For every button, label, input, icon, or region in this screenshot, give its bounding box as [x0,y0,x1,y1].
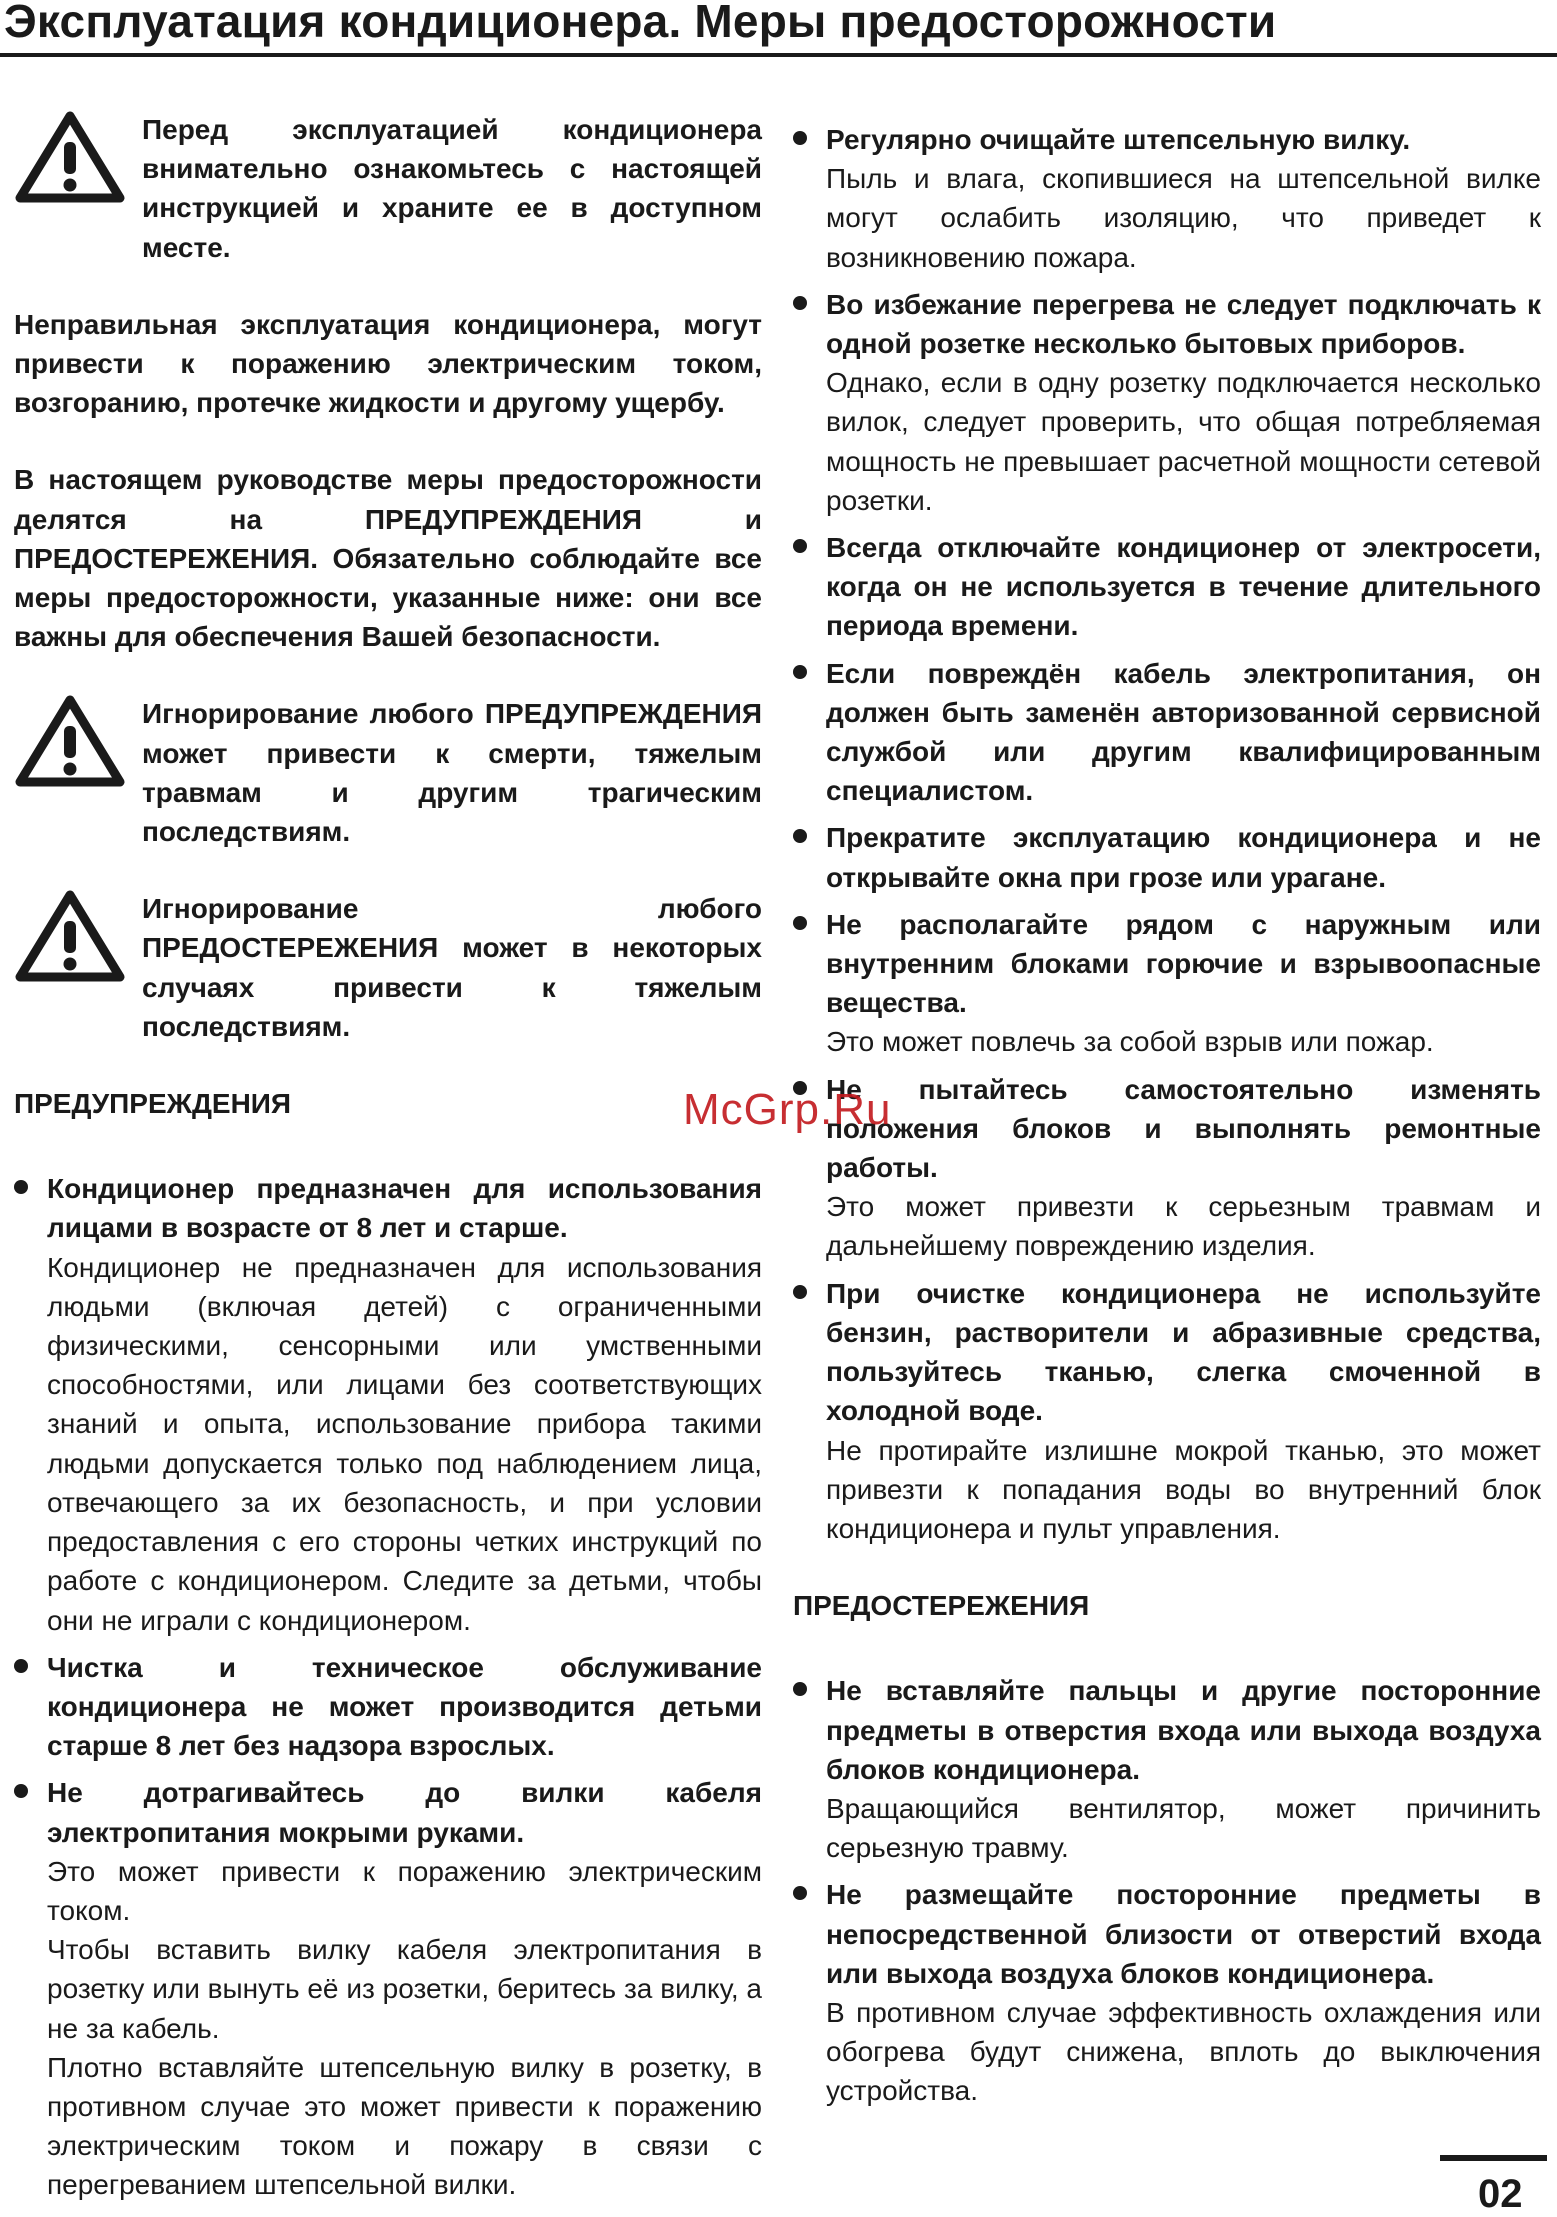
list-item-title: Не размещайте посторонние предметы в непосредственной близости от отверстий входа или выхода воздуха блоков кондиционера. [826,1879,1541,1989]
intro-warning-block [14,110,762,267]
list-item [793,1671,1541,1867]
list-item-text: В противном случае эффективность охлаждения или обогрева будут снижена, вплоть до выключения устройства. [826,1996,1541,2107]
list-item-title: Кондиционер предназначен для использования лицами в возрасте от 8 лет и старше. [47,1173,762,1244]
list-item [14,1648,762,1766]
bullet-icon [793,1285,807,1299]
caution-notice-block [14,889,762,1046]
list-item-title: При очистке кондиционера не используйте бензин, растворители и абразивные средства, пользуйтесь тканью, слегка смоченной в холодной воде. [826,1277,1541,1427]
list-item [793,1274,1541,1548]
bullet-icon [14,1180,28,1194]
bullet-icon [793,829,807,843]
list-item [14,1773,762,2204]
cautions-list [793,1671,1541,2110]
list-item [14,1169,762,1639]
intro-paragraph-2: В настоящем руководстве меры предосторожности делятся на ПРЕДУПРЕЖДЕНИЯ и ПРЕДОСТЕРЕЖЕНИЯ. Обязательно соблюдайте все меры предосторожности, указанные ниже: они все важны для обеспечения Вашей безопасности. [14,464,762,653]
bullet-icon [793,665,807,679]
list-item [793,285,1541,520]
bullet-icon [793,1682,807,1696]
list-item [793,120,1541,277]
warnings-list-right [793,120,1541,1548]
list-item-title: Прекратите эксплуатацию кондиционера и не открывайте окна при грозе или урагане. [826,822,1541,893]
list-item-text: Однако, если в одну розетку подключается несколько вилок, следует проверить, что общая потребляемая мощность не превышает расчетной мощности сетевой розетки. [826,367,1541,516]
page-number: 02 [1478,2172,1523,2216]
warning-triangle-icon [14,694,130,790]
warnings-heading: ПРЕДУПРЕЖДЕНИЯ [14,1088,292,1120]
watermark: McGrp.Ru [683,1085,892,1134]
bullet-icon [793,1886,807,1900]
warnings-list-left [14,1169,762,2204]
page-title: Эксплуатация кондиционера. Меры предосторожности [4,0,1277,47]
intro-paragraph-1: Неправильная эксплуатация кондиционера, могут привести к поражению электрическим током, возгоранию, протечке жидкости и другому ущербу. [14,308,762,419]
list-item [793,654,1541,811]
list-item-title: Во избежание перегрева не следует подключать к одной розетке несколько бытовых приборов. [826,288,1541,360]
list-item-title: Всегда отключайте кондиционер от электросети, когда он не используется в течение длительного периода времени. [826,532,1541,642]
cautions-heading: ПРЕДОСТЕРЕЖЕНИЯ [793,1590,1090,1622]
list-item-text: Это может привезти к серьезным травмам и дальнейшему повреждению изделия. [826,1191,1541,1262]
list-item [793,818,1541,896]
intro-warning-text: Перед эксплуатацией кондиционера внимательно ознакомьтесь с настоящей инструкцией и храните ее в доступном месте. [142,114,762,263]
list-item-title: Регулярно очищайте штепсельную вилку. [826,124,1411,155]
right-column [793,110,1541,2111]
list-item-title: Не вставляйте пальцы и другие посторонние предметы в отверстия входа или выхода воздуха блоков кондиционера. [826,1675,1541,1785]
list-item-title: Не пытайтесь самостоятельно изменять положения блоков и выполнять ремонтные работы. [826,1073,1541,1184]
warning-triangle-icon [14,889,130,985]
bullet-icon [14,1784,28,1798]
list-item-text: Чтобы вставить вилку кабеля электропитания в розетку или вынуть её из розетки, беритесь за вилку, а не за кабель. [47,1934,762,2044]
list-item-text: Вращающийся вентилятор, может причинить серьезную травму. [826,1792,1541,1864]
caution-notice-text: Игнорирование любого ПРЕДОСТЕРЕЖЕНИЯ может в некоторых случаях привести к тяжелым последствиям. [142,893,762,1042]
list-item-text: Плотно вставляйте штепсельную вилку в розетку, в противном случае это может привести к поражению электрическим током и пожару в связи с перегреванием штепсельной вилки. [47,2051,762,2201]
warning-triangle-icon [14,110,130,206]
list-item-text: Это может повлечь за собой взрыв или пожар. [826,1026,1434,1058]
list-item-title: Не дотрагивайтесь до вилки кабеля электропитания мокрыми руками. [47,1777,762,1848]
title-rule [0,53,1557,57]
bullet-icon [793,916,807,930]
page-number-rule [1440,2155,1547,2161]
list-item-text: Это может привести к поражению электрическим током. [47,1855,762,1926]
list-item [793,1875,1541,2110]
list-item-title: Чистка и техническое обслуживание кондиционера не может производится детьми старше 8 лет без надзора взрослых. [47,1651,762,1762]
bullet-icon [14,1659,28,1673]
list-item-text: Не протирайте излишне мокрой тканью, это может привезти к попадания воды во внутренний блок кондиционера и пульт управления. [826,1434,1541,1544]
list-item [793,528,1541,646]
warning-notice-block [14,694,762,851]
bullet-icon [793,131,807,145]
bullet-icon [793,296,807,310]
left-column [14,110,762,2205]
warning-notice-text: Игнорирование любого ПРЕДУПРЕЖДЕНИЯ может привести к смерти, тяжелым травмам и другим трагическим последствиям. [142,698,762,848]
list-item-text: Кондиционер не предназначен для использования людьми (включая детей) с ограниченными физическими, сенсорными или умственными способностями, или лицами без соответствующих знаний и опыта, использование прибора такими людьми допускается только под наблюдением лица, отвечающего за их безопасность, и при условии предоставления с его стороны четких инструкций по работе с кондиционером. Следите за детьми, чтобы они не играли с кондиционером. [47,1251,762,1636]
list-item [793,1070,1541,1266]
bullet-icon [793,539,807,553]
list-item-title: Не располагайте рядом с наружным или внутренним блоками горючие и взрывоопасные вещества. [826,908,1541,1019]
list-item-title: Если повреждён кабель электропитания, он должен быть заменён авторизованной сервисной службой или другим квалифицированным специалистом. [826,657,1541,807]
list-item [793,905,1541,1062]
list-item-text: Пыль и влага, скопившиеся на штепсельной вилке могут ослабить изоляцию, что приведет к возникновению пожара. [826,163,1541,273]
